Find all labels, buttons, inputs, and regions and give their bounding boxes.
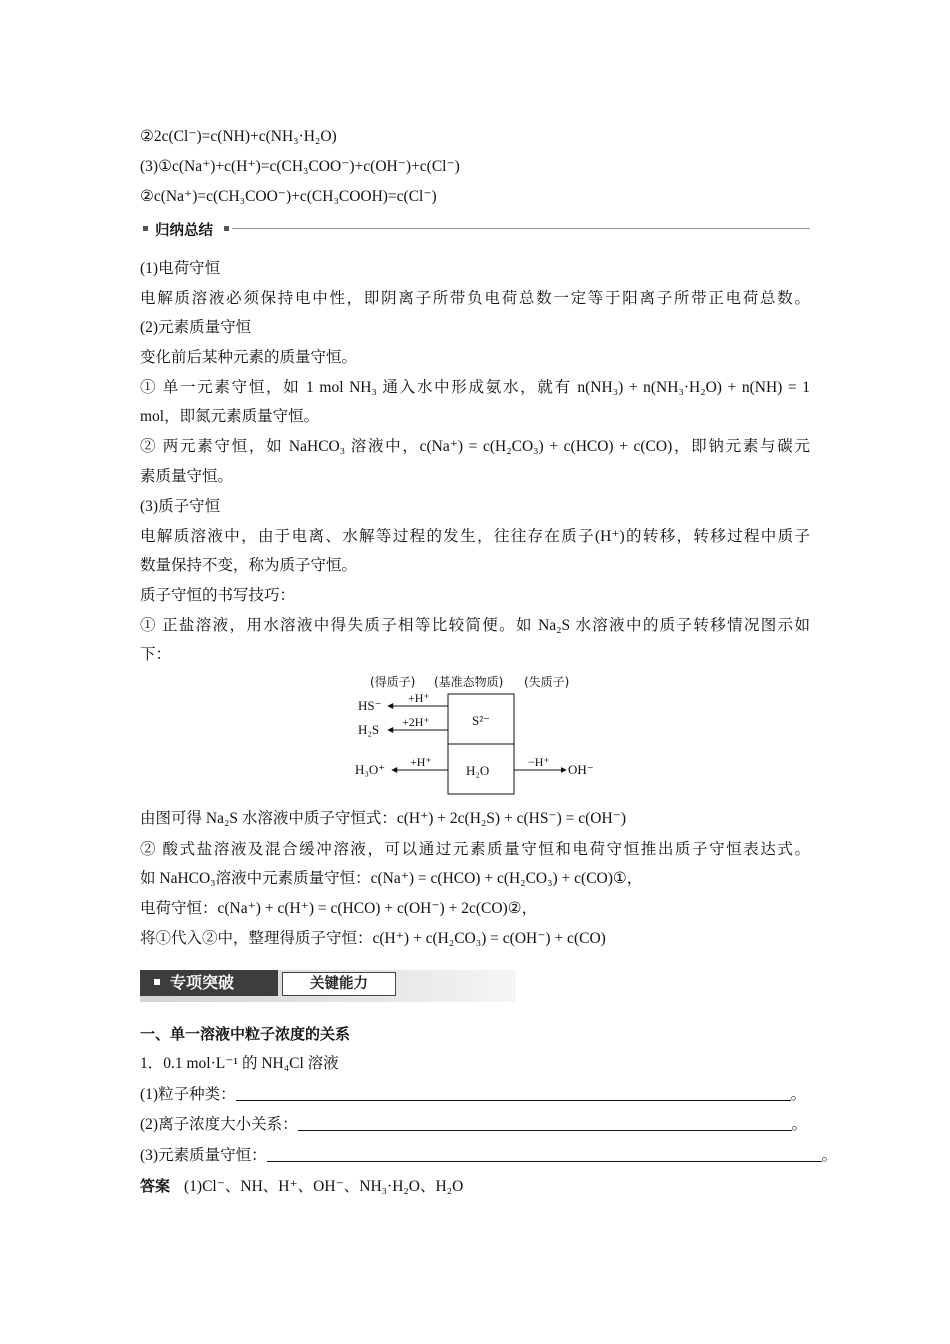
normal-salt-line-1: ① 正盐溶液，用水溶液中得失质子相等比较简便。如 Na₂S 水溶液中的质子转移情况图示如	[140, 617, 810, 634]
summary-title: 归纳总结	[155, 223, 213, 239]
h2s-label: H₂S	[358, 722, 380, 737]
question-1-part-1	[140, 1085, 806, 1105]
nahco3-charge-conservation: 电荷守恒：c(Na⁺) + c(H⁺) = c(HCO) + c(OH⁻) + 2c(CO)②，	[140, 900, 538, 917]
formula-line-2: (3)①c(Na⁺)+c(H⁺)=c(CH₃COO⁻)+c(OH⁻)+c(Cl⁻)	[140, 158, 460, 175]
part-2-label: (2)离子浓度大小关系：	[140, 1116, 298, 1133]
element-conservation-heading: (2)元素质量守恒	[140, 319, 252, 336]
h2o-label: H₂O	[466, 763, 490, 778]
charge-conservation-heading: (1)电荷守恒	[140, 260, 221, 277]
caption-base-species: (基准态物质)	[434, 675, 504, 689]
part-3-label: (3)元素质量守恒：	[140, 1147, 267, 1164]
proton-conservation-heading: (3)质子守恒	[140, 498, 221, 515]
banner-dark-tab	[140, 970, 278, 996]
answer-line	[140, 1176, 463, 1197]
section-heading: 一、单一溶液中粒子浓度的关系	[140, 1025, 351, 1043]
square-bullet-icon	[224, 226, 229, 231]
header-rule	[232, 228, 810, 229]
nahco3-element-conservation: 如 NaHCO₃溶液中元素质量守恒：c(Na⁺) = c(HCO) + c(H₂CO₃) + c(CO)①，	[140, 870, 643, 887]
hs-label: HS⁻	[358, 698, 382, 713]
s2-label: S²⁻	[472, 713, 490, 728]
end-mark: 。	[790, 1086, 807, 1103]
square-bullet-icon	[143, 226, 148, 231]
part-1-label: (1)粒子种类：	[140, 1086, 236, 1103]
answer-text: (1)Cl⁻、NH、H⁺、OH⁻、NH₃·H₂O、H₂O	[184, 1178, 464, 1195]
element-conservation-body: 变化前后某种元素的质量守恒。	[140, 349, 358, 366]
na2s-proton-equation: 由图可得 Na₂S 水溶液中质子守恒式：c(H⁺) + 2c(H₂S) + c(HS⁻) = c(OH⁻)	[140, 810, 627, 827]
answer-blank-1[interactable]	[236, 1086, 791, 1101]
nahco3-proton-conservation: 将①代入②中，整理得质子守恒：c(H⁺) + c(H₂CO₃) = c(OH⁻) + c(CO)	[140, 930, 606, 947]
caption-gain-proton: (得质子)	[370, 675, 416, 689]
single-element-line-1: ① 单一元素守恒，如 1 mol NH₃ 通入水中形成氨水，就有 n(NH₃) + n(NH₃·H₂O) + n(NH) = 1	[140, 379, 810, 396]
end-mark: 。	[821, 1147, 838, 1164]
answer-blank-2[interactable]	[298, 1116, 792, 1131]
h3o-label: H₃O⁺	[355, 762, 386, 777]
banner-dark-label: 专项突破	[170, 973, 235, 992]
two-element-line-2: 素质量守恒。	[140, 468, 234, 485]
question-1-part-3	[140, 1146, 837, 1166]
single-element-line-2: mol，即氮元素质量守恒。	[140, 408, 320, 425]
charge-conservation-body: 电解质溶液必须保持电中性，即阴离子所带负电荷总数一定等于阳离子所带正电荷总数。	[140, 290, 810, 307]
answer-blank-3[interactable]	[267, 1147, 822, 1162]
square-bullet-icon	[154, 979, 160, 985]
question-1-part-2	[140, 1115, 807, 1135]
proton-conservation-body-1: 电解质溶液中，由于电离、水解等过程的发生，往往存在质子(H⁺)的转移，转移过程中质子	[140, 528, 810, 545]
two-element-line-1: ② 两元素守恒，如 NaHCO₃ 溶液中，c(Na⁺) = c(H₂CO₃) + c(HCO) + c(CO)，即钠元素与碳元	[140, 438, 810, 455]
end-mark: 。	[791, 1116, 808, 1133]
oh-label: OH⁻	[568, 762, 594, 777]
plus-h-label-2: +H⁺	[410, 755, 432, 769]
plus-2h-label: +2H⁺	[402, 715, 430, 729]
question-1: 1．0.1 mol·L⁻¹ 的 NH₄Cl 溶液	[140, 1055, 339, 1072]
formula-line-3: ②c(Na⁺)=c(CH₃COO⁻)+c(CH₃COOH)=c(Cl⁻)	[140, 188, 437, 205]
section-banner	[140, 970, 516, 1002]
minus-h-label: −H⁺	[528, 755, 550, 769]
banner-light-tab: 关键能力	[282, 972, 396, 996]
proton-conservation-body-2: 数量保持不变，称为质子守恒。	[140, 557, 358, 574]
proton-transfer-diagram	[352, 670, 612, 800]
summary-header	[140, 219, 810, 239]
acid-salt-line: ② 酸式盐溶液及混合缓冲溶液，可以通过元素质量守恒和电荷守恒推出质子守恒表达式。	[140, 841, 810, 858]
formula-line-1: ②2c(Cl⁻)=c(NH)+c(NH₃·H₂O)	[140, 128, 337, 145]
normal-salt-line-2: 下：	[140, 646, 172, 663]
answer-label: 答案	[140, 1177, 171, 1195]
proton-tip: 质子守恒的书写技巧：	[140, 587, 296, 604]
proton-transfer-svg	[352, 670, 612, 800]
caption-lose-proton: (失质子)	[524, 675, 570, 689]
plus-h-label-1: +H⁺	[408, 691, 430, 705]
